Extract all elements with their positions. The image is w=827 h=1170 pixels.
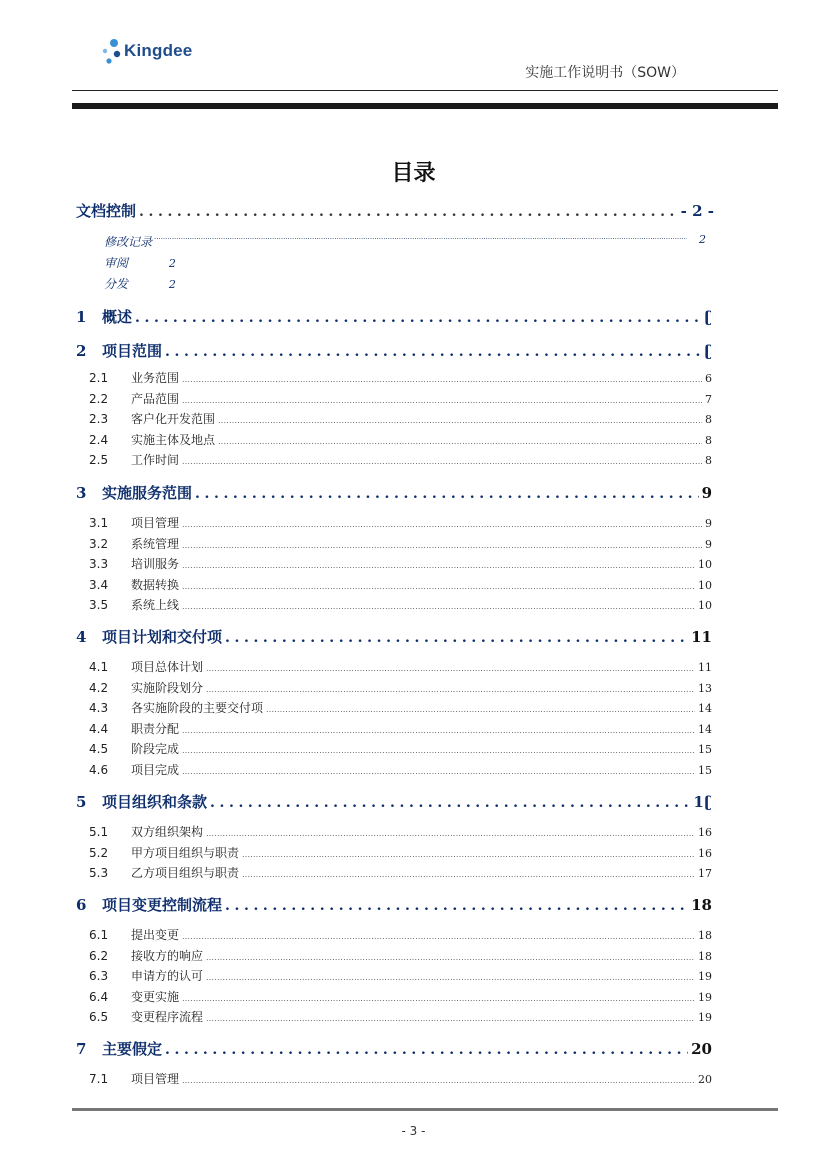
- toc-entry-number: 5: [76, 793, 87, 811]
- toc-entry-section-6[interactable]: [76, 894, 712, 916]
- toc-entry-subsection-2.2[interactable]: [89, 390, 712, 408]
- header-rule-thin: [72, 90, 778, 91]
- toc-leader-dots: [182, 375, 702, 384]
- header-title: 实施工作说明书（SOW）: [525, 65, 685, 81]
- toc-entry-number: 3.3: [89, 557, 109, 572]
- toc-entry-section-2[interactable]: [76, 340, 712, 362]
- toc-entry-review[interactable]: [104, 254, 176, 271]
- toc-entry-number: 5.1: [89, 825, 109, 839]
- toc-entry-title: 产品范围: [131, 391, 180, 406]
- toc-entry-number: 4.4: [89, 721, 109, 736]
- toc-entry-title: 乙方项目组织与职责: [131, 866, 240, 881]
- toc-entry-title: 各实施阶段的主要交付项: [131, 701, 264, 716]
- toc-entry-page: 10: [698, 558, 712, 572]
- toc-entry-subsection-6.5[interactable]: [89, 1008, 712, 1026]
- toc-entry-number: 4.3: [89, 701, 109, 716]
- toc-leader-dots: [182, 767, 695, 776]
- toc-entry-section-3[interactable]: [76, 482, 712, 504]
- toc-leader-dots: [206, 664, 695, 673]
- toc-entry-number: 4.5: [89, 742, 109, 757]
- toc-entry-subsection-2.1[interactable]: [89, 369, 712, 387]
- toc-leader-dots: [218, 437, 702, 446]
- toc-entry-subsection-6.3[interactable]: [89, 967, 712, 985]
- toc-entry-number: 1: [76, 308, 87, 326]
- toc-leader-dots: [182, 602, 695, 611]
- toc-entry-distribution[interactable]: [104, 275, 176, 292]
- toc-entry-title: 项目管理: [131, 516, 180, 530]
- toc-leader-dots: [182, 396, 702, 405]
- toc-entry-title: 项目总体计划: [131, 660, 204, 674]
- toc-entry-section-1[interactable]: [76, 306, 712, 328]
- toc-entry-title: 项目完成: [131, 763, 180, 777]
- toc-entry-title: 提出变更: [131, 928, 180, 942]
- toc-entry-page: 9: [705, 517, 712, 530]
- toc-entry-title: 变更程序流程: [131, 1010, 204, 1025]
- toc-entry-title: 双方组织架构: [131, 825, 204, 839]
- toc-entry-subsection-2.3[interactable]: [89, 410, 712, 428]
- toc-leader-dots: [182, 520, 702, 529]
- toc-entry-title: 文档控制: [76, 202, 137, 220]
- toc-leader-dots: [210, 795, 690, 811]
- toc-leader-dots: [266, 705, 695, 714]
- toc-entry-title: 概述: [102, 308, 133, 326]
- toc-leader-dots: [182, 1076, 695, 1085]
- toc-entry-number: 3: [76, 484, 87, 502]
- toc-entry-number: 2.4: [89, 432, 109, 447]
- toc-entry-number: 5.3: [89, 866, 109, 881]
- toc-entry-page: 7: [705, 392, 712, 406]
- toc-entry-number: 2.3: [89, 412, 109, 427]
- toc-leader-dots: [206, 685, 695, 694]
- toc-entry-page: 10: [698, 578, 712, 592]
- toc-entry-number: 2.1: [89, 371, 109, 385]
- toc-entry-subsection-7.1[interactable]: [89, 1070, 712, 1088]
- toc-leader-dots: [182, 457, 702, 466]
- toc-leader-dots: [182, 582, 695, 591]
- toc-entry-page: 15: [698, 743, 712, 757]
- toc-entry-title: 系统管理: [131, 536, 180, 551]
- toc-entry-number: 7: [76, 1040, 87, 1058]
- toc-entry-title: 培训服务: [131, 557, 180, 572]
- toc-leader-dots: [165, 344, 701, 360]
- toc-entry-title: 职责分配: [131, 721, 180, 736]
- logo-dots-icon: [76, 32, 122, 72]
- toc-entry-page: 19: [698, 970, 712, 984]
- toc-entry-subsection-4.3[interactable]: [89, 699, 712, 717]
- toc-entry-title: 项目组织和条款: [102, 793, 208, 811]
- toc-entry-page: 20: [691, 1040, 712, 1058]
- toc-entry-number: 5.2: [89, 845, 109, 860]
- toc-entry-title: 数据转换: [131, 577, 180, 592]
- toc-leader-dots: [182, 541, 702, 550]
- toc-entry-page: 8: [705, 454, 712, 468]
- toc-entry-number: 2.2: [89, 391, 109, 406]
- toc-entry-title: 甲方项目组织与职责: [131, 845, 240, 860]
- toc-entry-number: 3.5: [89, 598, 109, 613]
- toc-entry-page: 2: [168, 278, 176, 291]
- toc-leader-dots: [165, 1042, 688, 1058]
- toc-leader-dots: [206, 829, 695, 838]
- toc-entry-section-5[interactable]: [76, 791, 712, 813]
- toc-entry-subsection-2.4[interactable]: [89, 431, 712, 449]
- toc-entry-subsection-5.3[interactable]: [89, 864, 712, 882]
- toc-entry-number: 3.2: [89, 536, 109, 551]
- toc-leader-dots: [182, 932, 695, 941]
- toc-entry-section-7[interactable]: [76, 1038, 712, 1060]
- toc-entry-subsection-4.6[interactable]: [89, 761, 712, 779]
- toc-entry-subsection-2.5[interactable]: [89, 451, 712, 469]
- toc-entry-subsection-5.2[interactable]: [89, 844, 712, 862]
- toc-entry-number: 6.5: [89, 1010, 109, 1025]
- page-number: - 3 -: [401, 1124, 426, 1138]
- toc-entry-subsection-3.5[interactable]: [89, 596, 712, 614]
- footer-rule: [72, 1108, 778, 1111]
- toc-leader-dots: [218, 416, 702, 425]
- toc-leader-dots: [242, 850, 695, 859]
- toc-leader-dots: [195, 486, 699, 502]
- toc-entry-title: 申请方的认可: [131, 969, 204, 984]
- toc-leader-dots: [154, 233, 687, 250]
- toc-entry-number: 3.4: [89, 577, 109, 592]
- toc-entry-page: 11: [691, 628, 712, 646]
- toc-entry-title: 实施阶段划分: [131, 680, 204, 695]
- toc-entry-title: 系统上线: [131, 598, 180, 613]
- toc-entry-page: 18: [691, 896, 712, 914]
- toc-entry-title: 项目管理: [131, 1072, 180, 1086]
- toc-entry-title: 接收方的响应: [131, 948, 204, 963]
- toc-entry-number: 2: [76, 342, 87, 360]
- toc-entry-page: 16: [698, 826, 712, 839]
- toc-entry-page: 14: [698, 702, 712, 716]
- toc-entry-page: 14: [698, 722, 712, 736]
- toc-entry-page: ʗ: [703, 342, 712, 360]
- toc-entry-number: 7.1: [89, 1072, 109, 1086]
- toc-leader-dots: [182, 994, 695, 1003]
- toc-leader-dots: [135, 310, 701, 326]
- toc-entry-page: 9: [705, 537, 712, 551]
- toc-entry-title: 实施服务范围: [102, 484, 193, 502]
- toc-entry-subsection-4.4[interactable]: [89, 720, 712, 738]
- toc-entry-title: 修改记录: [104, 235, 153, 249]
- toc-leader-dots: [225, 898, 688, 914]
- toc-entry-title: 项目计划和交付项: [102, 628, 223, 646]
- toc-entry-page: 8: [705, 413, 712, 427]
- toc-entry-title: 变更实施: [131, 989, 180, 1004]
- toc-entry-page: 18: [698, 949, 712, 963]
- toc-entry-page: 20: [698, 1073, 712, 1086]
- toc-entry-number: 6.2: [89, 948, 109, 963]
- header-rule-thick: [72, 103, 778, 109]
- toc-entry-subsection-4.2[interactable]: [89, 679, 712, 697]
- toc-leader-dots: [182, 561, 695, 570]
- toc-entry-number: 6: [76, 896, 87, 914]
- toc-title: 目录: [391, 160, 436, 186]
- toc-entry-page: 6: [705, 372, 712, 385]
- toc-entry-title: 主要假定: [102, 1040, 163, 1058]
- logo-text: Kingdee: [124, 41, 193, 60]
- toc-entry-page: 19: [698, 1011, 712, 1025]
- toc-entry-page: - 2 -: [680, 202, 714, 220]
- toc-leader-dots: [182, 726, 695, 735]
- toc-entry-subsection-4.1[interactable]: [89, 658, 712, 676]
- toc-entry-title: 审阅: [104, 256, 129, 270]
- toc-entry-page: 13: [698, 681, 712, 695]
- toc-entry-subsection-6.1[interactable]: [89, 926, 712, 944]
- toc-entry-title: 项目变更控制流程: [102, 896, 223, 914]
- toc-entry-subsection-3.1[interactable]: [89, 514, 712, 532]
- toc-leader-dots: [242, 870, 695, 879]
- toc-entry-title: 实施主体及地点: [131, 432, 216, 447]
- toc-entry-page: 2: [168, 257, 176, 270]
- toc-entry-subsection-3.2[interactable]: [89, 535, 712, 553]
- toc-entry-section-4[interactable]: [76, 626, 712, 648]
- toc-entry-subsection-5.1[interactable]: [89, 823, 712, 841]
- toc-entry-page: 2: [699, 233, 706, 246]
- toc-entry-title: 业务范围: [131, 371, 180, 385]
- toc-leader-dots: [225, 630, 688, 646]
- toc-entry-number: 6.1: [89, 928, 109, 942]
- toc-entry-subsection-3.3[interactable]: [89, 555, 712, 573]
- toc-entry-revision-record[interactable]: [104, 233, 714, 250]
- toc-entry-page: 16: [698, 846, 712, 860]
- toc-entry-subsection-6.4[interactable]: [89, 988, 712, 1006]
- toc-entry-subsection-6.2[interactable]: [89, 947, 712, 965]
- toc-entry-number: 4.2: [89, 680, 109, 695]
- toc-leader-dots: [139, 204, 678, 220]
- toc-entry-title: 工作时间: [131, 453, 180, 468]
- toc-entry-number: 4.1: [89, 660, 109, 674]
- toc-entry-page: 19: [698, 990, 712, 1004]
- toc-entry-subsection-3.4[interactable]: [89, 576, 712, 594]
- toc-entry-page: ʗ: [703, 308, 712, 326]
- toc-entry-number: 6.4: [89, 989, 109, 1004]
- toc-entry-title: 分发: [104, 277, 129, 291]
- toc-entry-page: 9: [701, 484, 712, 502]
- toc-entry-subsection-4.5[interactable]: [89, 740, 712, 758]
- toc-entry-number: 2.5: [89, 453, 109, 468]
- toc-entry-page: 1ʗ: [693, 793, 712, 811]
- toc-entry-title: 项目范围: [102, 342, 163, 360]
- toc-entry-page: 11: [698, 661, 712, 674]
- toc-entry-number: 6.3: [89, 969, 109, 984]
- toc-entry-number: 3.1: [89, 516, 109, 530]
- toc-entry-page: 10: [698, 599, 712, 613]
- toc-entry-document-control[interactable]: [76, 200, 714, 221]
- toc-entry-page: 15: [698, 764, 712, 777]
- toc-entry-title: 客户化开发范围: [131, 412, 216, 427]
- toc-entry-number: 4.6: [89, 763, 109, 777]
- toc-entry-page: 18: [698, 929, 712, 942]
- toc-leader-dots: [182, 746, 695, 755]
- toc-entry-page: 17: [698, 867, 712, 881]
- kingdee-logo: [76, 32, 216, 72]
- toc-leader-dots: [206, 1014, 695, 1023]
- toc-leader-dots: [206, 973, 695, 982]
- toc-entry-page: 8: [705, 433, 712, 447]
- toc-entry-title: 阶段完成: [131, 742, 180, 757]
- toc-entry-number: 4: [76, 628, 87, 646]
- toc-leader-dots: [206, 953, 695, 962]
